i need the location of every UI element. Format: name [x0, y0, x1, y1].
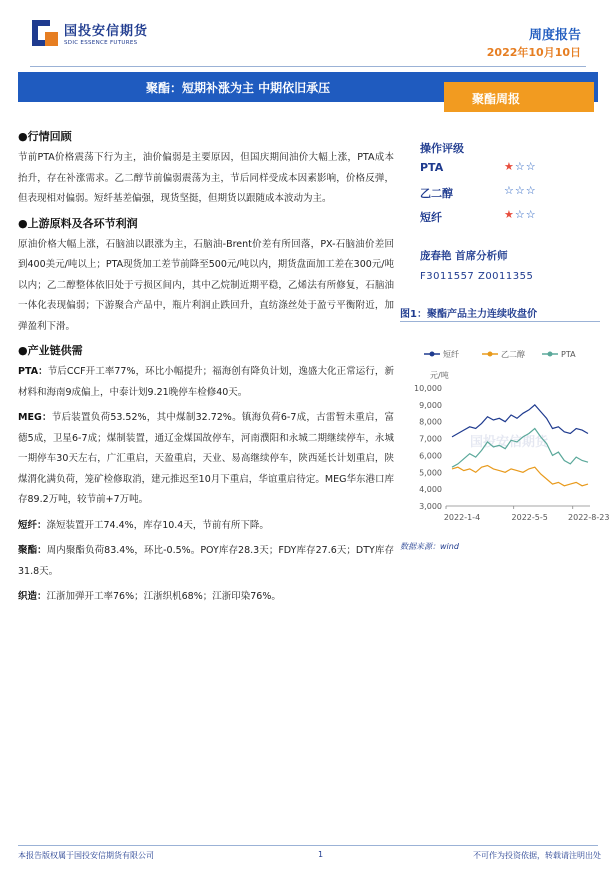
paragraph: 原油价格大幅上涨，石脑油以跟涨为主，石脑油-Brent价差有所回落，PX-石脑油价差回到400美元/吨以上；PTA现货加工差节前降至500元/吨以内，期货盘面加工差在300元/吨以内；乙二醇整体依旧处于亏损区间内，其中乙烷制近期平稳，乙烯法有所修复，石脑油一体化表现偏弱；下游聚合产品中，瓶片利润止跌回升，直纺涤丝处于盈亏平衡附近，加弹盈利下滑。: [18, 238, 394, 332]
y-tick-label: 3,000: [419, 502, 442, 511]
section-heading: ●产业链供需: [18, 344, 83, 357]
main-content: [18, 128, 394, 608]
legend-label: PTA: [561, 350, 576, 359]
footer-copyright: 本报告版权属于国投安信期货有限公司: [18, 851, 154, 860]
y-axis-label: 元/吨: [430, 371, 449, 380]
page-number: 1: [318, 850, 324, 859]
page-header: [0, 0, 615, 72]
series-line: [452, 466, 588, 486]
legend-marker: [488, 352, 493, 357]
series-line: [452, 405, 588, 437]
price-chart-svg: [400, 340, 610, 530]
sidebar: [400, 140, 600, 282]
section-heading: ●行情回顾: [18, 130, 72, 143]
section-supply-demand: [18, 342, 394, 608]
legend-label: 乙二醇: [501, 350, 525, 359]
report-tag: [444, 82, 594, 112]
price-chart: [400, 340, 610, 530]
paragraph-pta: PTA：节后CCF开工率77%，环比小幅提升；福海创有降负计划，逸盛大化正常运行，新材料和海南9成偏上，中泰计划9.21晚停车检修40天。: [18, 366, 394, 398]
legend-label: 短纤: [443, 350, 459, 359]
footer-disclaimer: 不可作为投资依据，转载请注明出处: [473, 851, 601, 860]
chart-watermark: 国投安信期货: [470, 435, 549, 450]
report-date: 2022年10月10日: [486, 46, 581, 59]
report-type: 周度报告: [528, 28, 581, 43]
legend-marker: [430, 352, 435, 357]
data-source: 数据来源：wind: [400, 542, 459, 551]
footer-divider: [18, 845, 598, 846]
company-logo: [32, 20, 148, 46]
y-tick-label: 9,000: [419, 400, 442, 410]
paragraph-staple-fiber: 短纤：涤短装置开工74.4%，库存10.4天，节前有所下降。: [18, 519, 269, 531]
analyst-name: 庞春艳 首席分析师: [420, 250, 508, 262]
rating-row-pta: [400, 158, 600, 180]
rating-name: 乙二醇: [420, 187, 453, 200]
header-divider: [30, 66, 586, 67]
report-tag-label: 聚酯周报: [472, 92, 521, 106]
y-tick-label: 7,000: [419, 434, 442, 444]
paragraph-polyester: 聚酯：周内聚酯负荷83.4%，环比-0.5%。POY库存28.3天；FDY库存27.6天；DTY库存31.8天。: [18, 545, 394, 577]
logo-name-cn: 国投安信期货: [64, 24, 149, 39]
figure-divider: [400, 321, 600, 322]
x-tick-label: 2022-8-23: [568, 513, 610, 522]
logo-name-en: SDIC ESSENCE FUTURES: [64, 40, 138, 46]
logo-mark-icon: [32, 20, 58, 46]
rating-row-meg: [400, 182, 600, 204]
x-tick-label: 2022-5-5: [511, 513, 548, 522]
y-tick-label: 4,000: [419, 485, 442, 495]
rating-stars: ★☆☆: [504, 160, 537, 173]
rating-name: 短纤: [420, 211, 442, 224]
figure-caption: 图1：聚酯产品主力连续收盘价: [400, 309, 537, 320]
rating-stars: ★☆☆: [504, 208, 537, 221]
section-heading: ●上游原料及各环节利润: [18, 216, 138, 230]
y-tick-label: 10,000: [414, 384, 442, 393]
paragraph-meg: MEG：节后装置负荷53.52%，其中煤制32.72%。镇海负荷6-7成，古雷暂未重启，富德5成，卫星6-7成；煤制装置，通辽金煤国故停车，河南濮阳和永城二期继续停车，永城一期停车30天左右，广汇重启，天盈重启，天业、易高继续停车，陕西延长计划重启，陕煤渭化满负荷，笼矿检修取消，建元推迟至10月下重启，华谊重启待定。MEG华东港口库存89.2万吨，较节前+7万吨。: [18, 412, 394, 505]
legend-marker: [548, 352, 553, 357]
section-market-review: [18, 128, 394, 210]
y-tick-label: 6,000: [419, 451, 442, 461]
rating-heading: 操作评级: [420, 142, 464, 155]
y-tick-label: 8,000: [419, 417, 442, 427]
paragraph: 节前PTA价格震荡下行为主，油价偏弱是主要原因，但国庆期间油价大幅上涨，PTA成本抬升，存在补涨需求。乙二醇节前偏弱震荡为主，节后同样受成本因素影响，价格反弹，但表现相对偏弱。短纤基差偏强，现货坚挺，但期货以跟随成本波动为主。: [18, 152, 394, 204]
rating-name: PTA: [420, 161, 444, 174]
report-title: 聚酯：短期补涨为主 中期依旧承压: [146, 81, 331, 95]
paragraph-weaving: 织造：江浙加弹开工率76%；江浙织机68%；江浙印染76%。: [18, 591, 281, 602]
rating-stars: ☆☆☆: [504, 184, 537, 197]
y-tick-label: 5,000: [419, 468, 442, 478]
analyst-cert: F3011557 Z0011355: [420, 271, 534, 282]
rating-row-staple-fiber: [400, 206, 600, 228]
section-upstream-profit: [18, 215, 394, 338]
x-tick-label: 2022-1-4: [443, 513, 481, 522]
